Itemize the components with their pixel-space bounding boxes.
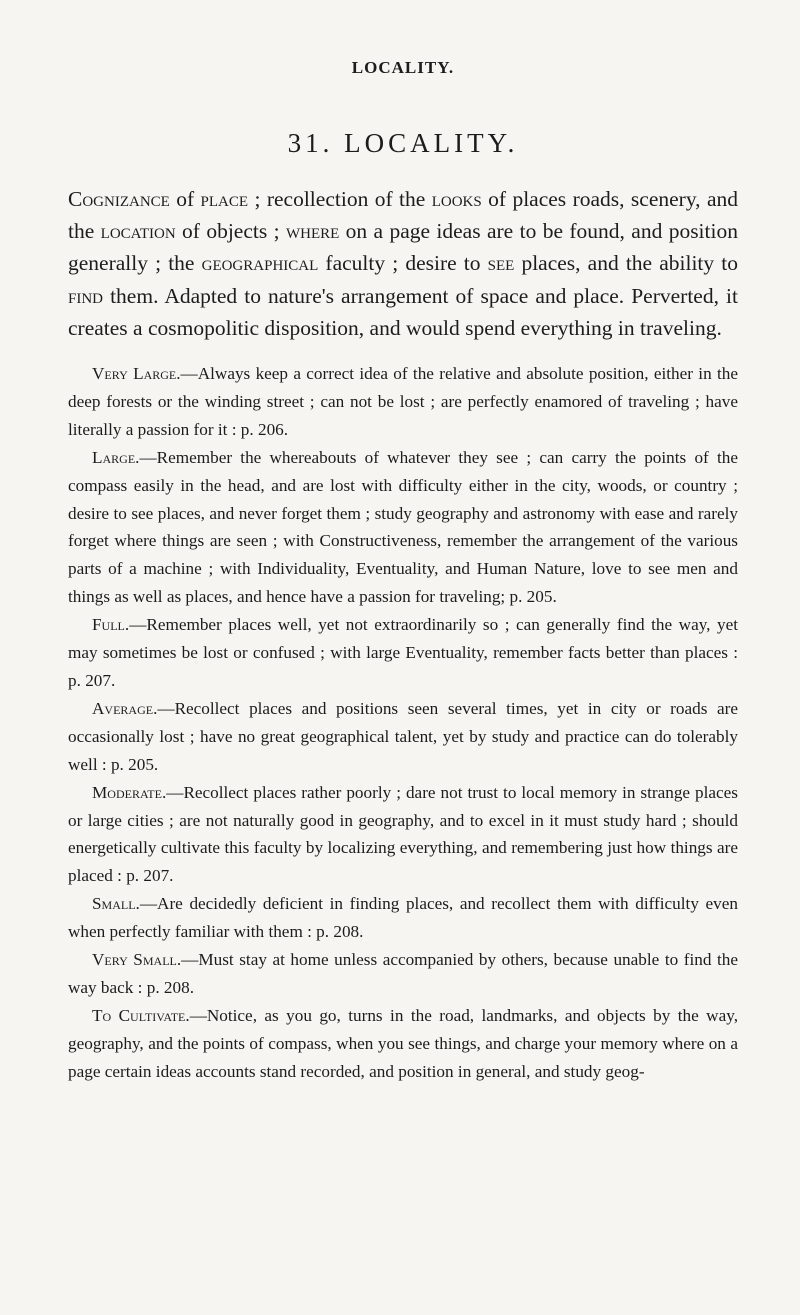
degree-text: —Must stay at home unless accompanied by others, because unable to find the way back : p. 208. bbox=[68, 950, 738, 997]
keyword: place bbox=[200, 187, 249, 211]
definition-text: of places roads, scenery, and the bbox=[68, 187, 739, 244]
degree-label: Moderate. bbox=[92, 782, 167, 802]
keyword: location bbox=[100, 219, 176, 244]
keyword: geographical bbox=[201, 251, 319, 276]
keyword: looks bbox=[431, 187, 482, 211]
definition-text: faculty ; desire to bbox=[318, 251, 488, 276]
degree-label: Very Small. bbox=[92, 950, 182, 970]
degree-very-large bbox=[68, 360, 738, 444]
degree-text: —Recollect places and positions seen several times, yet in city or roads are occasionally lost ; have no great geographical talent, yet by study and practice can do tolerably well : p. 205. bbox=[68, 698, 738, 774]
definition-text: of objects ; bbox=[175, 219, 286, 244]
degree-label: Average. bbox=[92, 698, 158, 718]
definition-text: them. Adapted to nature's arrangement of space and place. Perverted, it creates a cosmopolitic disposition, and would spend everything in traveling. bbox=[68, 283, 738, 340]
degree-label: To Cultivate. bbox=[92, 1005, 190, 1025]
keyword: Cognizance bbox=[68, 187, 170, 211]
degree-text: —Are decidedly deficient in finding places, and recollect them with difficulty even when perfectly familiar with them : p. 208. bbox=[68, 894, 738, 942]
degree-label: Small. bbox=[92, 894, 140, 914]
degree-label: Full. bbox=[92, 615, 130, 635]
degree-text: —Recollect places rather poorly ; dare not trust to local memory in strange places or large cities ; are not naturally good in geography, and to excel in it must study hard ; should energetically cultivate this faculty by localizing everything, and remembering just how things are placed : p. 207. bbox=[68, 782, 738, 886]
degree-full bbox=[68, 611, 738, 695]
degree-text: —Remember the whereabouts of whatever they see ; can carry the points of the compass easily in the head, and are lost with difficulty either in the city, woods, or country ; desire to see places, and never forget them ; study geography and astronomy with ease and rarely forget where things are seen ; with Constructiveness, remember the arrangement of the various parts of a machine ; with Individuality, Eventuality, and Human Nature, love to see men and things as well as places, and hence have a passion for traveling; p. 205. bbox=[68, 447, 738, 607]
faculty-definition bbox=[68, 183, 738, 344]
degree-text: —Always keep a correct idea of the relative and absolute position, either in the deep forests or the winding street ; can not be lost ; are perfectly enamored of traveling ; have literally a passion for it : p. 206. bbox=[68, 364, 738, 439]
degree-moderate bbox=[68, 779, 738, 891]
keyword: find bbox=[68, 283, 104, 308]
degree-to-cultivate bbox=[68, 1002, 738, 1086]
degree-text: —Remember places well, yet not extraordinarily so ; can generally find the way, yet may sometimes be lost or confused ; with large Eventuality, remember facts better than places : p. 207. bbox=[68, 615, 738, 690]
definition-text: ; recollection of the bbox=[248, 187, 432, 211]
definition-text: of bbox=[169, 187, 201, 211]
degree-large bbox=[68, 444, 738, 611]
degree-average bbox=[68, 695, 738, 779]
definition-text: on a page ideas are to be found, and position generally ; the bbox=[68, 219, 738, 276]
degree-text: —Notice, as you go, turns in the road, landmarks, and objects by the way, geography, and the points of compass, when you see things, and charge your memory where on a page certain ideas accounts stand recorded, and position in general, and study geog- bbox=[68, 1005, 738, 1081]
running-head: LOCALITY. bbox=[351, 58, 455, 77]
degree-very-small bbox=[68, 946, 738, 1002]
definition-text: places, and the ability to bbox=[514, 251, 738, 276]
degree-label: Very Large. bbox=[92, 364, 181, 384]
chapter-title: 31. LOCALITY. bbox=[287, 128, 519, 158]
degree-label: Large. bbox=[92, 447, 140, 467]
keyword: see bbox=[487, 251, 515, 276]
keyword: where bbox=[285, 219, 340, 244]
degree-small bbox=[68, 890, 738, 946]
